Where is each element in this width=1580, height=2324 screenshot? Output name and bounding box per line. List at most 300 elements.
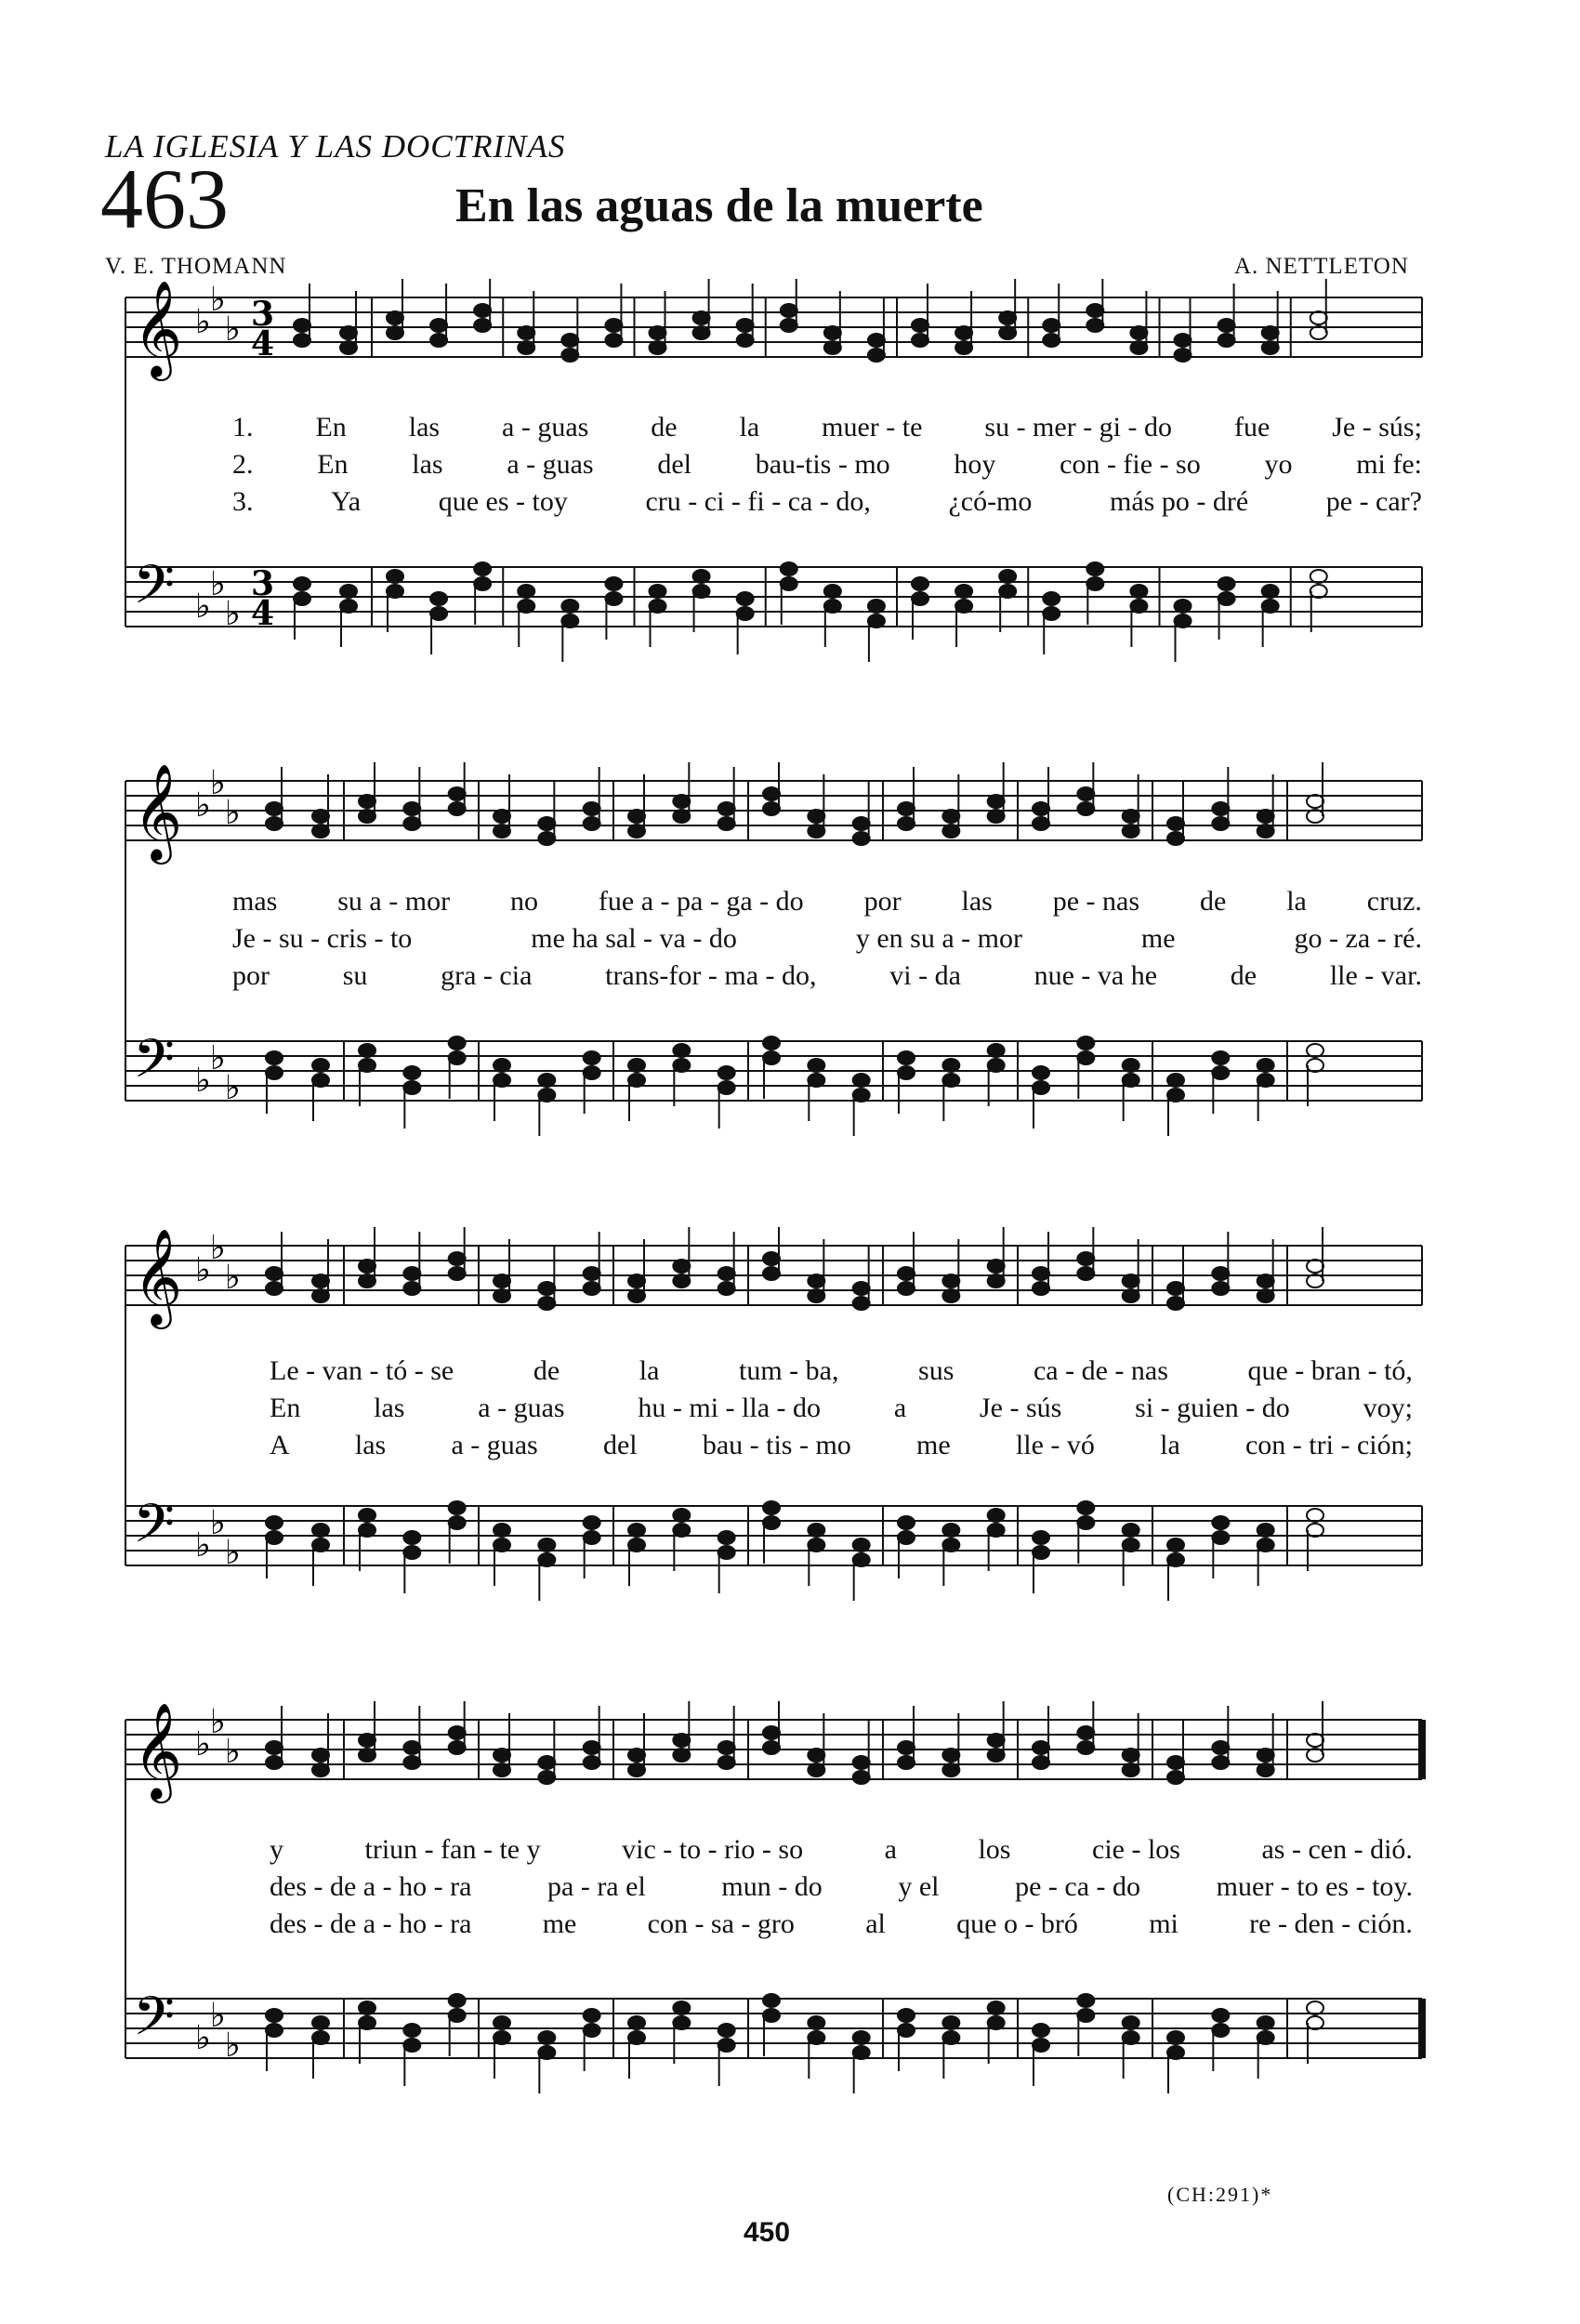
- note-head: [1077, 1051, 1094, 1064]
- note-head: [584, 1051, 600, 1064]
- note-head: [1257, 1059, 1274, 1072]
- note-head: [1130, 326, 1147, 339]
- note-head: [628, 825, 645, 838]
- note-head: [1212, 1531, 1229, 1544]
- lyric-syllable: cie - los: [1092, 1834, 1180, 1865]
- note-head: [898, 1531, 915, 1544]
- note-head: [955, 600, 972, 613]
- lyric-syllable: mi fe:: [1356, 449, 1422, 480]
- note-head: [538, 2031, 555, 2044]
- note-head: [628, 2016, 645, 2029]
- note-head: [1077, 1741, 1094, 1754]
- music-system-2: [0, 762, 1580, 1153]
- note-head: [1212, 1741, 1229, 1754]
- flat-icon: ♭: [195, 303, 211, 341]
- note-head: [494, 1763, 510, 1776]
- note-head: [1257, 825, 1274, 838]
- note-head: [853, 817, 870, 830]
- note-head: [340, 600, 357, 613]
- note-head: [1257, 2031, 1274, 2044]
- note-head: [449, 1037, 466, 1050]
- source-reference: (CH:291)*: [1167, 2183, 1273, 2206]
- note-head: [1167, 1771, 1184, 1784]
- note-head: [673, 810, 690, 823]
- note-head: [1307, 795, 1323, 808]
- note-head: [605, 319, 622, 332]
- lyric-syllable: re - den - ción.: [1249, 1908, 1413, 1939]
- note-head: [294, 319, 310, 332]
- note-head: [988, 1509, 1005, 1522]
- flat-icon: ♭: [225, 1259, 241, 1297]
- note-head: [673, 2001, 690, 2014]
- time-signature: 4: [251, 594, 275, 633]
- note-head: [474, 319, 491, 332]
- note-head: [403, 1531, 420, 1544]
- note-head: [628, 1763, 645, 1776]
- note-head: [312, 1763, 329, 1776]
- note-head: [1086, 319, 1103, 332]
- lyric-syllable: por: [232, 960, 270, 991]
- flat-icon: ♭: [195, 1062, 211, 1100]
- note-head: [294, 592, 310, 605]
- lyric-syllable: pe - ca - do: [1015, 1871, 1141, 1902]
- note-head: [808, 1524, 824, 1537]
- note-head: [1086, 562, 1103, 575]
- note-head: [1257, 1524, 1274, 1537]
- note-head: [628, 1538, 645, 1552]
- note-head: [449, 1741, 466, 1754]
- note-head: [1307, 2001, 1323, 2014]
- note-head: [912, 334, 928, 347]
- lyric-syllable: voy;: [1363, 1393, 1413, 1423]
- note-head: [494, 825, 510, 838]
- note-head: [584, 2024, 600, 2037]
- lyric-syllable: hoy: [954, 449, 996, 480]
- lyric-syllable: por: [863, 886, 902, 917]
- flat-icon: ♭: [210, 1039, 226, 1077]
- lyric-syllable: su - mer - gi - do: [984, 412, 1173, 442]
- note-head: [898, 817, 915, 830]
- note-head: [718, 802, 735, 815]
- note-head: [693, 570, 710, 583]
- note-head: [781, 319, 797, 332]
- note-head: [403, 1546, 420, 1559]
- note-head: [808, 1538, 824, 1552]
- lyric-syllable: las: [408, 412, 441, 442]
- lyric-syllable: as - cen - dió.: [1261, 1834, 1413, 1865]
- note-head: [584, 1756, 600, 1769]
- note-head: [808, 1059, 824, 1072]
- note-head: [824, 326, 841, 339]
- note-head: [988, 1260, 1005, 1273]
- note-head: [1257, 2016, 1274, 2029]
- note-head: [1033, 2024, 1049, 2037]
- note-head: [312, 1749, 329, 1762]
- lyrics-system-4: [270, 1831, 1413, 1943]
- note-head: [988, 810, 1005, 823]
- verse-line: [232, 409, 1422, 446]
- note-head: [737, 607, 754, 620]
- verse-line: [270, 1353, 1413, 1390]
- verse-line: [232, 957, 1422, 995]
- note-head: [449, 1267, 466, 1280]
- note-head: [359, 1260, 375, 1273]
- note-head: [718, 1741, 735, 1754]
- flat-icon: ♭: [210, 1997, 226, 2035]
- note-head: [538, 817, 555, 830]
- note-head: [868, 600, 885, 613]
- note-head: [1310, 311, 1327, 324]
- lyric-syllable: bau - tis - mo: [702, 1430, 851, 1460]
- note-head: [808, 2016, 824, 2029]
- note-head: [1033, 1267, 1049, 1280]
- lyric-syllable: a - guas: [451, 1430, 538, 1460]
- note-head: [403, 1756, 420, 1769]
- lyric-syllable: vi - da: [889, 960, 961, 991]
- note-head: [1033, 1282, 1049, 1295]
- lyric-syllable: la: [1160, 1430, 1180, 1460]
- lyric-syllable: no: [509, 886, 538, 917]
- note-head: [942, 1763, 959, 1776]
- note-head: [1167, 1089, 1184, 1102]
- note-head: [1262, 600, 1279, 613]
- note-head: [403, 1741, 420, 1754]
- note-head: [912, 592, 928, 605]
- note-head: [359, 1734, 375, 1747]
- note-head: [718, 2024, 735, 2037]
- note-head: [312, 1074, 329, 1087]
- note-head: [312, 810, 329, 823]
- note-head: [538, 1089, 555, 1102]
- note-head: [673, 1059, 690, 1072]
- note-head: [538, 1756, 555, 1769]
- note-head: [538, 1297, 555, 1310]
- music-system-1: [0, 279, 1580, 669]
- note-head: [1123, 1274, 1139, 1287]
- lyric-syllable: las: [961, 886, 993, 917]
- lyric-syllable: A: [270, 1430, 290, 1460]
- note-head: [1307, 2016, 1323, 2029]
- note-head: [474, 304, 491, 317]
- lyric-syllable: des - de a - ho - ra: [270, 1908, 472, 1939]
- page-number: 450: [744, 2217, 791, 2248]
- note-head: [1077, 802, 1094, 815]
- flat-icon: ♭: [225, 794, 241, 832]
- note-head: [898, 1741, 915, 1754]
- note-head: [763, 1516, 780, 1529]
- note-head: [1123, 810, 1139, 823]
- note-head: [808, 2031, 824, 2044]
- note-head: [898, 1516, 915, 1529]
- note-head: [628, 1289, 645, 1302]
- note-head: [1123, 1524, 1139, 1537]
- note-head: [1212, 2024, 1229, 2037]
- note-head: [898, 802, 915, 815]
- note-head: [942, 810, 959, 823]
- note-head: [584, 1066, 600, 1079]
- note-head: [781, 304, 797, 317]
- note-head: [898, 1282, 915, 1295]
- note-head: [898, 1066, 915, 1079]
- note-head: [312, 1289, 329, 1302]
- lyrics-system-3: [270, 1353, 1413, 1464]
- note-head: [718, 1531, 735, 1544]
- note-head: [1212, 2009, 1229, 2022]
- note-head: [1123, 1059, 1139, 1072]
- note-head: [266, 1066, 283, 1079]
- lyric-syllable: muer - te: [822, 412, 923, 442]
- note-head: [1257, 810, 1274, 823]
- treble-clef-icon: 𝄞: [133, 1228, 183, 1326]
- verse-line: [270, 1906, 1413, 1943]
- note-head: [1033, 1741, 1049, 1754]
- note-head: [266, 1282, 283, 1295]
- note-head: [1212, 1051, 1229, 1064]
- note-head: [1218, 334, 1235, 347]
- note-head: [340, 585, 357, 598]
- note-head: [359, 1059, 375, 1072]
- note-head: [1218, 319, 1235, 332]
- note-head: [584, 1531, 600, 1544]
- note-head: [737, 334, 754, 347]
- lyric-syllable: las: [374, 1393, 405, 1423]
- note-head: [1257, 1763, 1274, 1776]
- note-head: [763, 802, 780, 815]
- note-head: [1123, 1289, 1139, 1302]
- note-head: [1167, 832, 1184, 845]
- note-head: [584, 2009, 600, 2022]
- note-head: [340, 341, 357, 354]
- note-head: [1167, 1074, 1184, 1087]
- flat-icon: ♭: [210, 1229, 226, 1267]
- note-head: [763, 2009, 780, 2022]
- note-head: [266, 1267, 283, 1280]
- lyric-syllable: si - guien - do: [1135, 1393, 1290, 1423]
- lyric-syllable: nue - va he: [1034, 960, 1158, 991]
- note-head: [693, 585, 710, 598]
- lyric-syllable: vic - to - rio - so: [622, 1834, 804, 1865]
- lyric-syllable: las: [354, 1430, 387, 1460]
- flat-icon: ♭: [225, 310, 241, 349]
- note-head: [898, 2009, 915, 2022]
- lyric-syllable: y en su a - mor: [855, 923, 1022, 954]
- note-head: [403, 2024, 420, 2037]
- flat-icon: ♭: [210, 565, 226, 603]
- note-head: [912, 319, 928, 332]
- lyric-syllable: Le - van - tó - se: [270, 1355, 454, 1386]
- lyric-syllable: En: [270, 1393, 301, 1423]
- note-head: [942, 1289, 959, 1302]
- note-head: [294, 334, 310, 347]
- note-head: [403, 1267, 420, 1280]
- lyric-syllable: ¿có-mo: [948, 486, 1033, 517]
- note-head: [584, 1267, 600, 1280]
- note-head: [868, 349, 885, 362]
- note-head: [584, 817, 600, 830]
- note-head: [1033, 817, 1049, 830]
- note-head: [1033, 1756, 1049, 1769]
- lyric-syllable: y el: [898, 1871, 940, 1902]
- lyric-syllable: la: [639, 1355, 660, 1386]
- lyric-syllable: mun - do: [721, 1871, 823, 1902]
- note-head: [1307, 1524, 1323, 1537]
- note-head: [673, 1509, 690, 1522]
- note-head: [1307, 1274, 1323, 1287]
- lyric-syllable: 1.: [232, 412, 254, 442]
- note-head: [628, 1074, 645, 1087]
- note-head: [1130, 341, 1147, 354]
- lyric-syllable: lle - var.: [1329, 960, 1422, 991]
- note-head: [266, 802, 283, 815]
- note-head: [359, 1274, 375, 1287]
- text-author: V. E. THOMANN: [105, 254, 287, 279]
- note-head: [1123, 1074, 1139, 1087]
- bass-clef-icon: 𝄢: [133, 553, 176, 629]
- note-head: [693, 311, 710, 324]
- lyric-syllable: de: [1199, 886, 1227, 917]
- note-head: [942, 1538, 959, 1552]
- note-head: [494, 1074, 510, 1087]
- note-head: [359, 2016, 375, 2029]
- note-head: [1043, 319, 1060, 332]
- note-head: [340, 326, 357, 339]
- note-head: [808, 1763, 824, 1776]
- note-head: [494, 1524, 510, 1537]
- note-head: [561, 334, 578, 347]
- note-head: [673, 2016, 690, 2029]
- note-head: [584, 1741, 600, 1754]
- note-head: [1123, 1749, 1139, 1762]
- note-head: [403, 802, 420, 815]
- note-head: [449, 1252, 466, 1265]
- lyric-syllable: con - tri - ción;: [1244, 1430, 1413, 1460]
- note-head: [808, 825, 824, 838]
- note-head: [1130, 585, 1147, 598]
- note-head: [942, 1074, 959, 1087]
- note-head: [538, 1771, 555, 1784]
- note-head: [808, 1074, 824, 1087]
- note-head: [1167, 1297, 1184, 1310]
- verse-line: [270, 1390, 1413, 1427]
- note-head: [1077, 1037, 1094, 1050]
- lyric-syllable: de: [1230, 960, 1257, 991]
- flat-icon: ♭: [225, 1733, 241, 1771]
- note-head: [763, 1501, 780, 1514]
- note-head: [673, 1274, 690, 1287]
- note-head: [1077, 1726, 1094, 1739]
- note-head: [266, 1516, 283, 1529]
- note-head: [494, 2031, 510, 2044]
- lyric-syllable: go - za - ré.: [1294, 923, 1422, 954]
- note-head: [988, 1524, 1005, 1537]
- note-head: [430, 319, 447, 332]
- note-head: [312, 1538, 329, 1552]
- note-head: [999, 326, 1016, 339]
- note-head: [605, 334, 622, 347]
- note-head: [312, 2031, 329, 2044]
- note-head: [853, 2046, 870, 2059]
- lyric-syllable: sus: [918, 1355, 955, 1386]
- flat-icon: ♭: [195, 2019, 211, 2057]
- note-head: [853, 1282, 870, 1295]
- note-head: [763, 1252, 780, 1265]
- note-head: [1086, 577, 1103, 590]
- note-head: [781, 577, 797, 590]
- note-head: [266, 817, 283, 830]
- note-head: [1123, 825, 1139, 838]
- note-head: [1262, 341, 1279, 354]
- note-head: [1257, 1749, 1274, 1762]
- note-head: [942, 1059, 959, 1072]
- flat-icon: ♭: [210, 764, 226, 802]
- note-head: [628, 2031, 645, 2044]
- note-head: [898, 1051, 915, 1064]
- note-head: [808, 1289, 824, 1302]
- lyric-syllable: Je - sús: [979, 1393, 1062, 1423]
- note-head: [449, 1516, 466, 1529]
- note-head: [1307, 1059, 1323, 1072]
- note-head: [763, 1267, 780, 1280]
- note-head: [518, 341, 534, 354]
- note-head: [449, 802, 466, 815]
- note-head: [853, 832, 870, 845]
- note-head: [853, 1297, 870, 1310]
- lyric-syllable: mas: [232, 886, 278, 917]
- note-head: [1077, 1501, 1094, 1514]
- note-head: [359, 2001, 375, 2014]
- note-head: [718, 1756, 735, 1769]
- flat-icon: ♭: [225, 1534, 241, 1572]
- note-head: [1077, 1267, 1094, 1280]
- note-head: [1167, 1553, 1184, 1566]
- note-head: [1167, 2046, 1184, 2059]
- note-head: [1212, 1282, 1229, 1295]
- note-head: [387, 311, 403, 324]
- lyric-syllable: me: [916, 1430, 951, 1460]
- lyric-syllable: cruz.: [1366, 886, 1422, 917]
- note-head: [1307, 1749, 1323, 1762]
- verse-line: [232, 446, 1422, 483]
- note-head: [1077, 1252, 1094, 1265]
- note-head: [494, 1749, 510, 1762]
- flat-icon: ♭: [225, 2027, 241, 2065]
- note-head: [942, 825, 959, 838]
- note-head: [474, 562, 491, 575]
- note-head: [1307, 1509, 1323, 1522]
- note-head: [853, 1074, 870, 1087]
- note-head: [266, 1741, 283, 1754]
- note-head: [449, 2009, 466, 2022]
- lyric-syllable: mi: [1149, 1908, 1178, 1939]
- note-head: [718, 1282, 735, 1295]
- note-head: [1043, 592, 1060, 605]
- note-head: [693, 326, 710, 339]
- note-head: [853, 1756, 870, 1769]
- verse-line: [232, 883, 1422, 920]
- note-head: [898, 2024, 915, 2037]
- lyric-syllable: de: [533, 1355, 560, 1386]
- note-head: [1175, 614, 1192, 627]
- note-head: [430, 592, 447, 605]
- lyric-syllable: a: [893, 1393, 907, 1423]
- lyric-syllable: fue: [1233, 412, 1271, 442]
- note-head: [942, 1749, 959, 1762]
- treble-clef-icon: 𝄞: [133, 1702, 183, 1800]
- note-head: [1033, 1081, 1049, 1094]
- note-head: [999, 585, 1016, 598]
- note-head: [1033, 1531, 1049, 1544]
- lyric-syllable: des - de a - ho - ra: [270, 1871, 472, 1902]
